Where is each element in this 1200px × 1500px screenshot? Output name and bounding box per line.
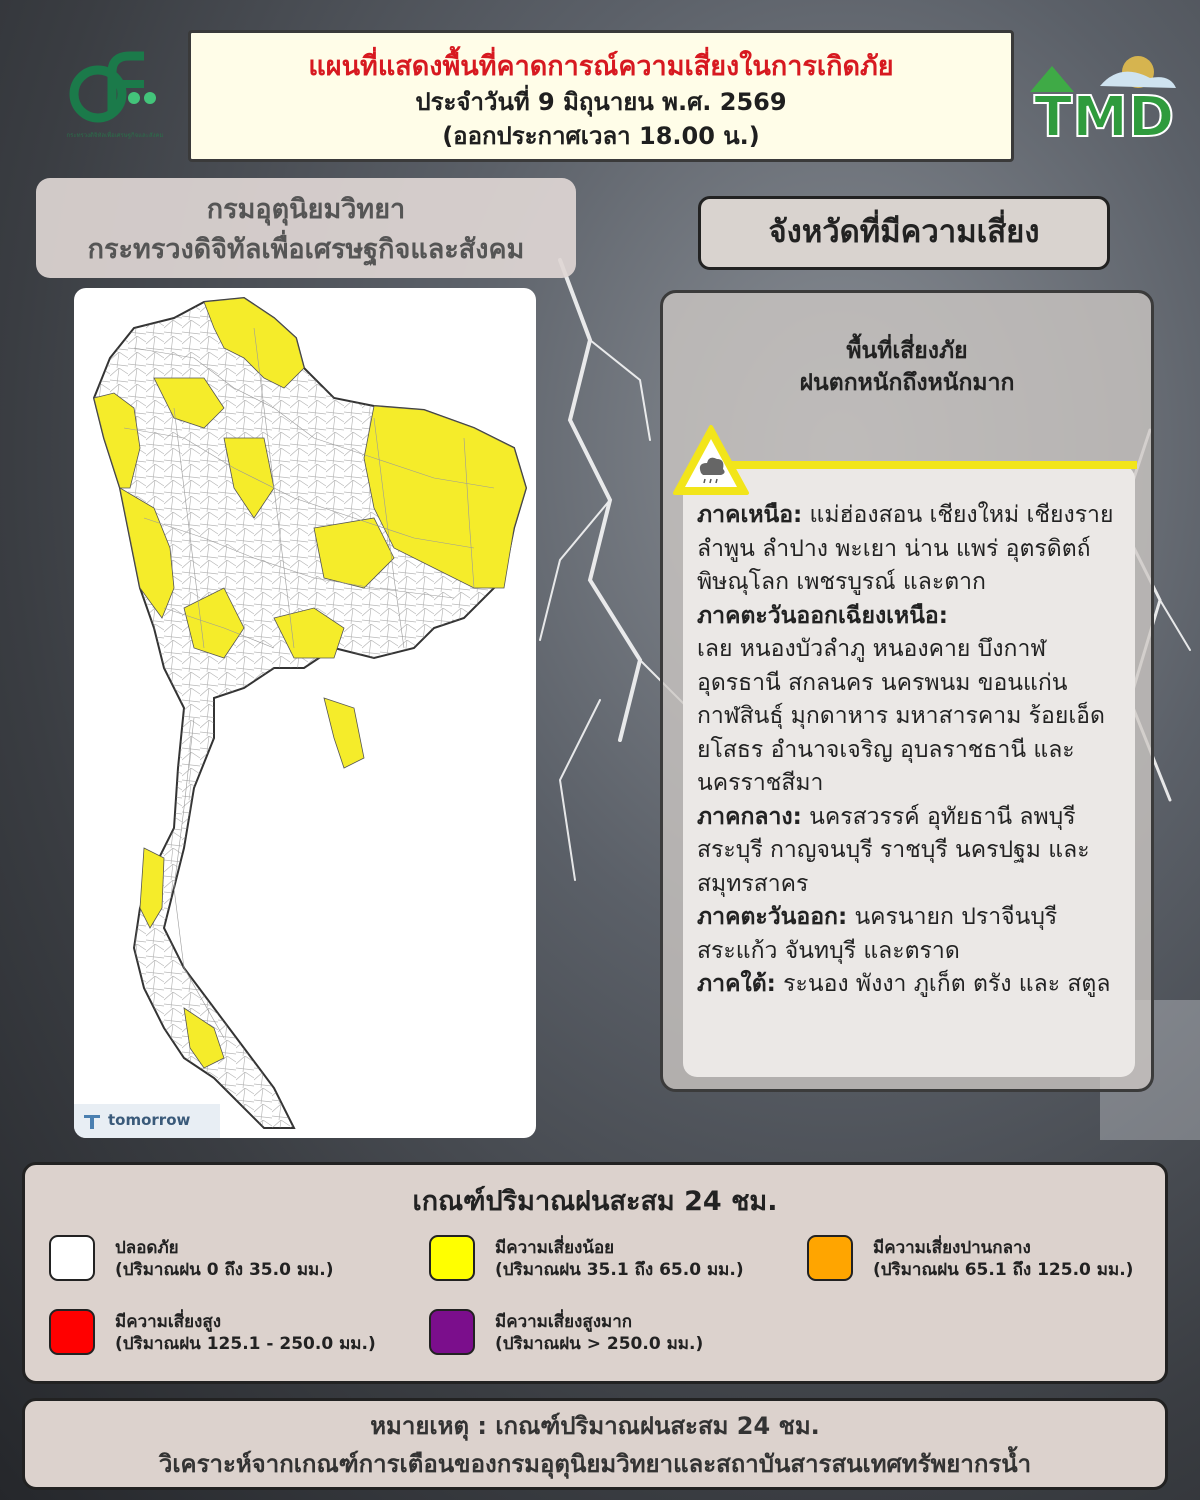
legend-label-high: มีความเสี่ยงสูง <box>115 1312 222 1332</box>
risk-area-panel <box>660 290 1154 1092</box>
heavy-rain-warning-icon <box>671 423 751 497</box>
svg-text:TMD: TMD <box>1034 85 1175 142</box>
thailand-map-svg <box>74 288 536 1138</box>
ministry-logo-icon <box>60 50 170 130</box>
risk-title-line2: ฝนตกหนักถึงหนักมาก <box>799 370 1015 396</box>
map-title: แผนที่แสดงพื้นที่คาดการณ์ความเสี่ยงในการเกิดภัย <box>308 51 894 82</box>
thailand-risk-map <box>74 288 536 1138</box>
region-central: ภาคกลาง: นครสวรรค์ อุทัยธานี ลพบุรี สระบุรี กาญจนบุรี ราชบุรี นครปฐม และสมุทรสาคร <box>697 803 1090 897</box>
legend-swatch-low <box>429 1235 475 1281</box>
risk-area-northwest <box>94 393 140 488</box>
forecast-date: ประจำวันที่ 9 มิถุนายน พ.ศ. 2569 <box>415 88 787 116</box>
legend-range-safe: (ปริมาณฝน 0 ถึง 35.0 มม.) <box>115 1260 334 1280</box>
region-northeast: ภาคตะวันออกเฉียงเหนือ: เลย หนองบัวลำภู หนองคาย บึงกาฬ อุดรธานี สกลนคร นครพนม ขอนแก่น กาฬสินธุ์ มุกดาหาร มหาสารคาม ร้อยเอ็ด ยโสธร อำนาจเจริญ อุบลราชธานี และนครราชสีมา <box>697 602 1105 796</box>
legend-title: เกณฑ์ปริมาณฝนสะสม 24 ชม. <box>412 1186 778 1217</box>
legend-range-low: (ปริมาณฝน 35.1 ถึง 65.0 มม.) <box>495 1260 744 1280</box>
legend-range-moderate: (ปริมาณฝน 65.1 ถึง 125.0 มม.) <box>873 1260 1134 1280</box>
region-south: ภาคใต้: ระนอง พังงา ภูเก็ต ตรัง และ สตูล <box>697 971 1111 997</box>
legend-label-very-high: มีความเสี่ยงสูงมาก <box>495 1312 633 1332</box>
legend-swatch-very-high <box>429 1309 475 1355</box>
tmd-logo-icon <box>1030 52 1180 142</box>
note-line-2: วิเคราะห์จากเกณฑ์การเตือนของกรมอุตุนิยมวิทยาและสถาบันสารสนเทศทรัพยากรน้ำ <box>158 1450 1032 1478</box>
warning-divider <box>701 461 1137 469</box>
header-banner <box>188 30 1014 162</box>
tmd-logo <box>1030 52 1180 142</box>
legend-label-moderate: มีความเสี่ยงปานกลาง <box>873 1238 1031 1258</box>
legend-label-safe: ปลอดภัย <box>115 1238 179 1258</box>
region-north: ภาคเหนือ: แม่ฮ่องสอน เชียงใหม่ เชียงราย ลำพูน ลำปาง พะเยา น่าน แพร่ อุตรดิตถ์ พิษณุโลก เพชรบูรณ์ และตาก <box>697 502 1114 595</box>
region-east: ภาคตะวันออก: นครนายก ปราจีนบุรี สระแก้ว จันทบุรี และตราด <box>697 904 1058 964</box>
risk-title-line1: พื้นที่เสี่ยงภัย <box>846 338 968 364</box>
rainfall-legend <box>22 1162 1168 1384</box>
department-box <box>36 178 576 278</box>
tomorrow-logo-icon <box>82 1111 102 1131</box>
tomorrow-attribution <box>74 1104 220 1138</box>
legend-swatch-moderate <box>807 1235 853 1281</box>
legend-swatch-high <box>49 1309 95 1355</box>
risk-area-southeast <box>324 698 364 768</box>
note-box <box>22 1398 1168 1490</box>
issued-time: (ออกประกาศเวลา 18.00 น.) <box>442 122 760 150</box>
tomorrow-label: tomorrow <box>108 1111 191 1129</box>
legend-range-very-high: (ปริมาณฝน > 250.0 มม.) <box>495 1334 704 1354</box>
ministry-caption: กระทรวงดิจิทัลเพื่อเศรษฐกิจและสังคม <box>66 132 164 139</box>
risk-panel-title <box>663 335 1151 399</box>
ministry-name: กระทรวงดิจิทัลเพื่อเศรษฐกิจและสังคม <box>87 234 525 265</box>
legend-label-low: มีความเสี่ยงน้อย <box>495 1238 615 1258</box>
region-list-card <box>683 465 1135 1077</box>
provinces-at-risk-heading: จังหวัดที่มีความเสี่ยง <box>698 196 1110 270</box>
ministry-logo <box>60 50 170 146</box>
legend-range-high: (ปริมาณฝน 125.1 - 250.0 มม.) <box>115 1334 376 1354</box>
department-name: กรมอุตุนิยมวิทยา <box>206 194 406 225</box>
note-line-1: หมายเหตุ : เกณฑ์ปริมาณฝนสะสม 24 ชม. <box>370 1412 820 1440</box>
legend-swatch-safe <box>49 1235 95 1281</box>
